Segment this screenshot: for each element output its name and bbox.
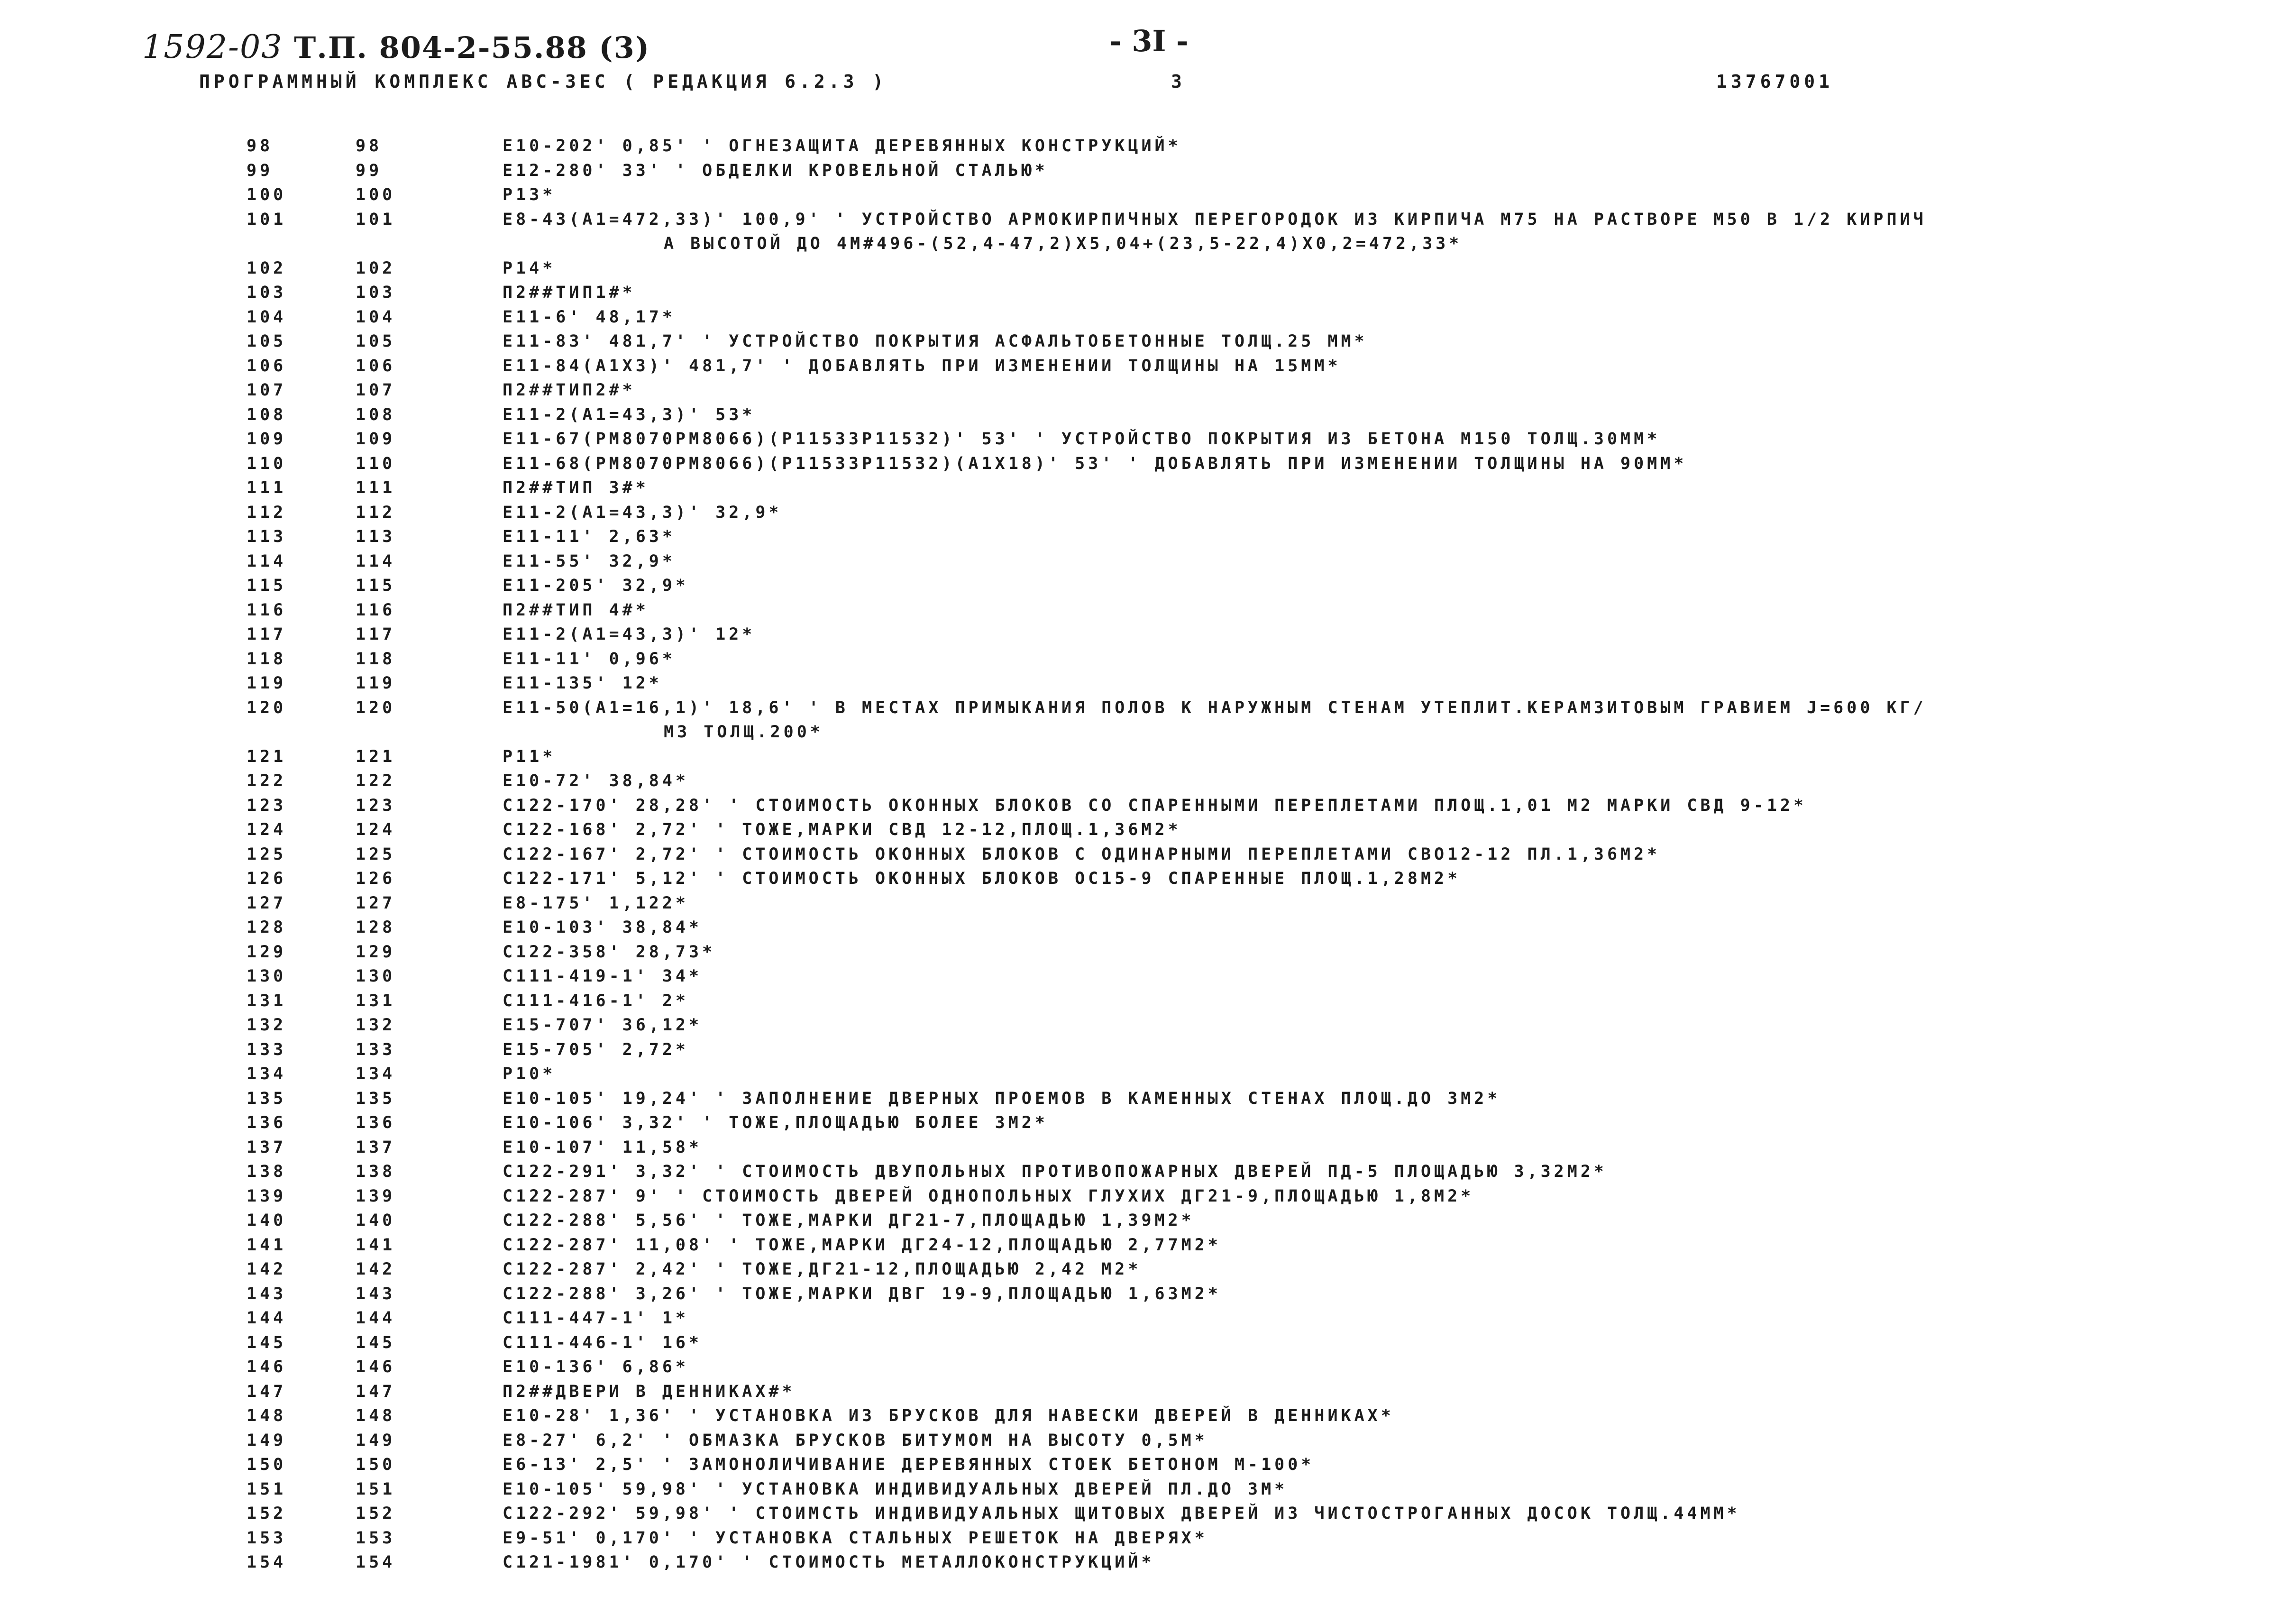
- listing-row: [0, 869, 2296, 894]
- row-number-1: 143: [247, 1284, 287, 1303]
- listing-row: [0, 527, 2296, 552]
- row-number-2: 122: [356, 771, 396, 790]
- row-number-2: 132: [356, 1016, 396, 1035]
- listing-row: [0, 161, 2296, 186]
- row-text: С111-447-1' 1*: [503, 1309, 689, 1328]
- listing-row: [0, 1480, 2296, 1505]
- row-number-2: 150: [356, 1455, 396, 1474]
- listing-row: [0, 552, 2296, 577]
- document-code: Т.П. 804-2-55.88 (3): [294, 30, 650, 65]
- row-number-1: 116: [247, 600, 287, 620]
- row-number-2: 141: [356, 1235, 396, 1255]
- listing-row: [0, 332, 2296, 357]
- listing-row: [0, 357, 2296, 381]
- row-number-2: 125: [356, 844, 396, 864]
- row-number-1: 137: [247, 1138, 287, 1157]
- row-number-2: 101: [356, 210, 396, 229]
- program-mid-number: 3: [1171, 71, 1186, 92]
- row-text: Е8-175' 1,122*: [503, 893, 689, 913]
- row-number-1: 153: [247, 1528, 287, 1548]
- row-number-1: 115: [247, 576, 287, 595]
- row-text: Р14*: [503, 258, 556, 278]
- row-text: Е11-2(А1=43,3)' 53*: [503, 405, 756, 424]
- handwritten-number: 1592-03: [142, 28, 283, 66]
- row-number-1: 121: [247, 747, 287, 766]
- row-number-1: 102: [247, 258, 287, 278]
- row-number-2: 130: [356, 967, 396, 986]
- row-number-2: 123: [356, 796, 396, 815]
- listing-row: [0, 918, 2296, 943]
- row-text: Р11*: [503, 747, 556, 766]
- row-number-1: 126: [247, 869, 287, 888]
- listing-row: [0, 1162, 2296, 1187]
- row-text: Р10*: [503, 1064, 556, 1083]
- row-text: С122-287' 11,08' ' ТОЖЕ,МАРКИ ДГ24-12,ПЛОЩАДЬЮ 2,77М2*: [503, 1235, 1221, 1255]
- row-text: С122-288' 3,26' ' ТОЖЕ,МАРКИ ДВГ 19-9,ПЛОЩАДЬЮ 1,63М2*: [503, 1284, 1221, 1303]
- listing-row: [0, 771, 2296, 796]
- listing-row: [0, 625, 2296, 650]
- row-text: П2##ТИП2#*: [503, 381, 636, 400]
- row-number-1: 144: [247, 1309, 287, 1328]
- row-number-2: 114: [356, 551, 396, 571]
- row-number-1: 119: [247, 674, 287, 693]
- row-text: Е11-50(А1=16,1)' 18,6' ' В МЕСТАХ ПРИМЫКАНИЯ ПОЛОВ К НАРУЖНЫМ СТЕНАМ УТЕПЛИТ.КЕРАМЗИТОВЫМ ГРАВИЕМ J=600 КГ/: [503, 698, 1927, 717]
- row-number-2: 143: [356, 1284, 396, 1303]
- listing-row: [0, 650, 2296, 674]
- row-text: Е15-707' 36,12*: [503, 1016, 703, 1035]
- row-number-1: 127: [247, 893, 287, 913]
- row-number-1: 145: [247, 1333, 287, 1352]
- row-number-1: 129: [247, 942, 287, 962]
- row-text: Е10-106' 3,32' ' ТОЖЕ,ПЛОЩАДЬЮ БОЛЕЕ 3М2*: [503, 1113, 1048, 1132]
- row-number-2: 126: [356, 869, 396, 888]
- row-number-2: 140: [356, 1211, 396, 1230]
- row-number-2: 149: [356, 1431, 396, 1450]
- row-number-1: 131: [247, 991, 287, 1010]
- row-text: Е11-84(А1Х3)' 481,7' ' ДОБАВЛЯТЬ ПРИ ИЗМЕНЕНИИ ТОЛЩИНЫ НА 15ММ*: [503, 356, 1341, 376]
- row-number-1: 141: [247, 1235, 287, 1255]
- row-number-1: 101: [247, 210, 287, 229]
- row-number-1: 122: [247, 771, 287, 790]
- listing-row: [0, 991, 2296, 1016]
- row-number-2: 147: [356, 1382, 396, 1401]
- row-number-1: 142: [247, 1260, 287, 1279]
- row-number-1: 151: [247, 1479, 287, 1499]
- row-text: Е11-55' 32,9*: [503, 551, 676, 571]
- row-number-2: 148: [356, 1406, 396, 1425]
- row-number-2: 108: [356, 405, 396, 424]
- row-text: Е11-2(А1=43,3)' 32,9*: [503, 503, 782, 522]
- row-text: С122-168' 2,72' ' ТОЖЕ,МАРКИ СВД 12-12,ПЛОЩ.1,36М2*: [503, 820, 1181, 839]
- row-number-1: 124: [247, 820, 287, 839]
- listing-row: [0, 601, 2296, 625]
- row-number-1: 149: [247, 1431, 287, 1450]
- row-number-1: 130: [247, 967, 287, 986]
- listing-row: [0, 820, 2296, 845]
- listing-row: [0, 1040, 2296, 1065]
- row-number-1: 117: [247, 625, 287, 644]
- listing-row: [0, 1016, 2296, 1040]
- listing-row: [0, 698, 2296, 747]
- row-text: Е10-105' 19,24' ' ЗАПОЛНЕНИЕ ДВЕРНЫХ ПРОЕМОВ В КАМЕННЫХ СТЕНАХ ПЛОЩ.ДО 3М2*: [503, 1089, 1501, 1108]
- row-text: Е11-67(РМ8070РМ8066)(Р11533Р11532)' 53' ' УСТРОЙСТВО ПОКРЫТИЯ ИЗ БЕТОНА М150 ТОЛЩ.30ММ*: [503, 430, 1661, 449]
- row-number-2: 112: [356, 503, 396, 522]
- listing-row: [0, 1529, 2296, 1553]
- row-text: С122-170' 28,28' ' СТОИМОСТЬ ОКОННЫХ БЛОКОВ СО СПАРЕННЫМИ ПЕРЕПЛЕТАМИ ПЛОЩ.1,01 М2 МАРКИ СВД 9-12*: [503, 796, 1807, 815]
- row-number-2: 98: [356, 137, 383, 156]
- row-number-1: 146: [247, 1358, 287, 1376]
- row-text: П2##ТИП 4#*: [503, 600, 649, 620]
- row-number-2: 109: [356, 430, 396, 449]
- listing-row: [0, 308, 2296, 332]
- row-number-2: 110: [356, 454, 396, 473]
- row-number-1: 106: [247, 356, 287, 376]
- row-number-2: 117: [356, 625, 396, 644]
- row-number-1: 98: [247, 137, 274, 156]
- row-number-2: 152: [356, 1504, 396, 1523]
- listing-row: [0, 845, 2296, 870]
- row-number-1: 114: [247, 551, 287, 571]
- row-text: С122-291' 3,32' ' СТОИМОСТЬ ДВУПОЛЬНЫХ ПРОТИВОПОЖАРНЫХ ДВЕРЕЙ ПД-5 ПЛОЩАДЬЮ 3,32М2*: [503, 1162, 1607, 1181]
- row-text: П2##ТИП1#*: [503, 283, 636, 302]
- row-text: Е9-51' 0,170' ' УСТАНОВКА СТАЛЬНЫХ РЕШЕТОК НА ДВЕРЯХ*: [503, 1528, 1208, 1548]
- row-text: С122-358' 28,73*: [503, 942, 716, 962]
- row-number-2: 119: [356, 674, 396, 693]
- listing-row: [0, 1333, 2296, 1358]
- listing-row: [0, 283, 2296, 308]
- row-text: С121-1981' 0,170' ' СТОИМОСТЬ МЕТАЛЛОКОНСТРУКЦИЙ*: [503, 1553, 1155, 1572]
- row-number-2: 104: [356, 307, 396, 327]
- listing-row: [0, 405, 2296, 430]
- row-number-2: 127: [356, 893, 396, 913]
- row-number-1: 154: [247, 1553, 287, 1572]
- listing-row: [0, 1187, 2296, 1211]
- row-number-2: 100: [356, 185, 396, 204]
- row-text: Е11-83' 481,7' ' УСТРОЙСТВО ПОКРЫТИЯ АСФАЛЬТОБЕТОННЫЕ ТОЛЩ.25 ММ*: [503, 332, 1368, 351]
- row-number-2: 116: [356, 600, 396, 620]
- row-number-2: 136: [356, 1113, 396, 1132]
- row-text: С111-416-1' 2*: [503, 991, 689, 1010]
- row-number-2: 106: [356, 356, 396, 376]
- row-number-1: 109: [247, 430, 287, 449]
- row-text: Р13*: [503, 185, 556, 204]
- row-number-1: 104: [247, 307, 287, 327]
- row-text: С122-287' 9' ' СТОИМОСТЬ ДВЕРЕЙ ОДНОПОЛЬНЫХ ГЛУХИХ ДГ21-9,ПЛОЩАДЬЮ 1,8М2*: [503, 1186, 1474, 1206]
- listing-row: [0, 1431, 2296, 1456]
- row-number-1: 123: [247, 796, 287, 815]
- row-number-1: 111: [247, 478, 287, 497]
- listing-row: [0, 1455, 2296, 1480]
- row-number-1: 147: [247, 1382, 287, 1401]
- row-number-2: 115: [356, 576, 396, 595]
- row-text: Е6-13' 2,5' ' ЗАМОНОЛИЧИВАНИЕ ДЕРЕВЯННЫХ СТОЕК БЕТОНОМ М-100*: [503, 1455, 1315, 1474]
- row-number-1: 120: [247, 698, 287, 717]
- row-text: Е8-43(А1=472,33)' 100,9' ' УСТРОЙСТВО АРМОКИРПИЧНЫХ ПЕРЕГОРОДОК ИЗ КИРПИЧА М75 НА РАСТВОРЕ М50 В 1/2 КИРПИЧ: [503, 210, 1927, 229]
- row-text: Е10-107' 11,58*: [503, 1138, 703, 1157]
- page-number: - 3I -: [1109, 24, 1189, 58]
- listing-row: [0, 747, 2296, 772]
- row-text-continuation: А ВЫСОТОЙ ДО 4М#496-(52,4-47,2)Х5,04+(23,5-22,4)Х0,2=472,33*: [664, 234, 1463, 253]
- listing-row: [0, 796, 2296, 821]
- row-number-2: 131: [356, 991, 396, 1010]
- listing-row: [0, 1406, 2296, 1431]
- row-number-2: 144: [356, 1309, 396, 1328]
- listing-row: [0, 1113, 2296, 1138]
- row-text: Е8-27' 6,2' ' ОБМАЗКА БРУСКОВ БИТУМОМ НА ВЫСОТУ 0,5М*: [503, 1431, 1208, 1450]
- row-number-2: 134: [356, 1064, 396, 1083]
- row-number-1: 152: [247, 1504, 287, 1523]
- program-header: [199, 71, 1834, 92]
- row-text-continuation: М3 ТОЛЩ.200*: [664, 723, 823, 742]
- row-number-2: 142: [356, 1260, 396, 1279]
- row-number-1: 103: [247, 283, 287, 302]
- listing-row: [0, 1309, 2296, 1333]
- row-number-2: 145: [356, 1333, 396, 1352]
- row-text: С122-287' 2,42' ' ТОЖЕ,ДГ21-12,ПЛОЩАДЬЮ 2,42 М2*: [503, 1260, 1142, 1279]
- listing-row: [0, 1553, 2296, 1578]
- row-number-1: 113: [247, 527, 287, 546]
- row-number-2: 129: [356, 942, 396, 962]
- row-number-2: 128: [356, 918, 396, 937]
- row-number-1: 148: [247, 1406, 287, 1425]
- row-text: Е12-280' 33' ' ОБДЕЛКИ КРОВЕЛЬНОЙ СТАЛЬЮ*: [503, 161, 1048, 180]
- row-number-2: 137: [356, 1138, 396, 1157]
- listing-row: [0, 943, 2296, 967]
- listing-row: [0, 259, 2296, 284]
- row-number-2: 135: [356, 1089, 396, 1108]
- row-number-1: 133: [247, 1040, 287, 1059]
- row-text: П2##ДВЕРИ В ДЕННИКАХ#*: [503, 1382, 796, 1401]
- row-number-2: 121: [356, 747, 396, 766]
- row-number-1: 140: [247, 1211, 287, 1230]
- program-code: 13767001: [1716, 71, 1834, 92]
- row-text: Е11-6' 48,17*: [503, 307, 676, 327]
- row-number-1: 108: [247, 405, 287, 424]
- listing-row: [0, 1089, 2296, 1114]
- row-number-2: 99: [356, 161, 383, 180]
- row-text: Е10-28' 1,36' ' УСТАНОВКА ИЗ БРУСКОВ ДЛЯ НАВЕСКИ ДВЕРЕЙ В ДЕННИКАХ*: [503, 1406, 1394, 1425]
- row-number-1: 100: [247, 185, 287, 204]
- row-number-1: 110: [247, 454, 287, 473]
- row-number-1: 138: [247, 1162, 287, 1181]
- row-number-2: 153: [356, 1528, 396, 1548]
- listing-row: [0, 674, 2296, 698]
- listing-row: [0, 1211, 2296, 1236]
- row-text: Е10-72' 38,84*: [503, 771, 689, 790]
- listing-row: [0, 1260, 2296, 1285]
- listing-row: [0, 210, 2296, 259]
- listing-row: [0, 185, 2296, 210]
- row-number-1: 118: [247, 649, 287, 669]
- listing-row: [0, 1236, 2296, 1260]
- row-number-2: 105: [356, 332, 396, 351]
- row-number-2: 107: [356, 381, 396, 400]
- listing-row: [0, 381, 2296, 405]
- row-number-2: 120: [356, 698, 396, 717]
- row-text: Е11-68(РМ8070РМ8066)(Р11533Р11532)(А1Х18)' 53' ' ДОБАВЛЯТЬ ПРИ ИЗМЕНЕНИИ ТОЛЩИНЫ НА 90ММ*: [503, 454, 1687, 473]
- row-text: Е10-105' 59,98' ' УСТАНОВКА ИНДИВИДУАЛЬНЫХ ДВЕРЕЙ ПЛ.ДО 3М*: [503, 1479, 1288, 1499]
- listing-row: [0, 454, 2296, 479]
- row-number-1: 105: [247, 332, 287, 351]
- row-text: С111-419-1' 34*: [503, 967, 703, 986]
- listing-row: [0, 1504, 2296, 1529]
- row-number-2: 133: [356, 1040, 396, 1059]
- row-number-1: 125: [247, 844, 287, 864]
- listing-row: [0, 503, 2296, 528]
- row-number-1: 135: [247, 1089, 287, 1108]
- row-text: Е15-705' 2,72*: [503, 1040, 689, 1059]
- listing-row: [0, 1285, 2296, 1309]
- row-text: С122-292' 59,98' ' СТОИМСТЬ ИНДИВИДУАЛЬНЫХ ЩИТОВЫХ ДВЕРЕЙ ИЗ ЧИСТОСТРОГАННЫХ ДОСОК ТОЛЩ.44ММ*: [503, 1504, 1740, 1523]
- row-text: Е11-11' 2,63*: [503, 527, 676, 546]
- listing-row: [0, 1382, 2296, 1407]
- row-number-1: 139: [247, 1186, 287, 1206]
- row-number-1: 134: [247, 1064, 287, 1083]
- listing-row: [0, 137, 2296, 161]
- row-text: Е10-136' 6,86*: [503, 1358, 689, 1376]
- row-text: Е10-202' 0,85' ' ОГНЕЗАЩИТА ДЕРЕВЯННЫХ КОНСТРУКЦИЙ*: [503, 137, 1181, 156]
- row-number-1: 112: [247, 503, 287, 522]
- listing-row: [0, 894, 2296, 918]
- listing-row: [0, 478, 2296, 503]
- listing-row: [0, 1064, 2296, 1089]
- row-number-1: 107: [247, 381, 287, 400]
- listing-row: [0, 576, 2296, 601]
- listing-row: [0, 430, 2296, 454]
- row-number-1: 128: [247, 918, 287, 937]
- row-number-2: 118: [356, 649, 396, 669]
- listing-row: [0, 967, 2296, 991]
- row-number-2: 124: [356, 820, 396, 839]
- row-text: Е11-11' 0,96*: [503, 649, 676, 669]
- row-number-2: 138: [356, 1162, 396, 1181]
- row-text: Е11-205' 32,9*: [503, 576, 689, 595]
- row-text: Е11-135' 12*: [503, 674, 662, 693]
- row-number-1: 132: [247, 1016, 287, 1035]
- row-text: Е10-103' 38,84*: [503, 918, 703, 937]
- row-number-2: 102: [356, 258, 396, 278]
- row-number-2: 113: [356, 527, 396, 546]
- row-number-2: 154: [356, 1553, 396, 1572]
- row-text: Е11-2(А1=43,3)' 12*: [503, 625, 756, 644]
- row-number-2: 146: [356, 1358, 396, 1376]
- row-number-2: 139: [356, 1186, 396, 1206]
- row-text: П2##ТИП 3#*: [503, 478, 649, 497]
- row-text: С122-171' 5,12' ' СТОИМОСТЬ ОКОННЫХ БЛОКОВ ОС15-9 СПАРЕННЫЕ ПЛОЩ.1,28М2*: [503, 869, 1461, 888]
- document-header: [142, 28, 650, 66]
- row-number-2: 151: [356, 1479, 396, 1499]
- row-number-1: 99: [247, 161, 274, 180]
- listing-row: [0, 1138, 2296, 1163]
- listing: [0, 137, 2296, 1578]
- row-text: С122-167' 2,72' ' СТОИМОСТЬ ОКОННЫХ БЛОКОВ С ОДИНАРНЫМИ ПЕРЕПЛЕТАМИ СВО12-12 ПЛ.1,36М2*: [503, 844, 1661, 864]
- row-number-1: 150: [247, 1455, 287, 1474]
- row-number-2: 103: [356, 283, 396, 302]
- row-number-2: 111: [356, 478, 396, 497]
- row-text: С122-288' 5,56' ' ТОЖЕ,МАРКИ ДГ21-7,ПЛОЩАДЬЮ 1,39М2*: [503, 1211, 1195, 1230]
- program-name: ПРОГРАММНЫЙ КОМПЛЕКС АВС-ЗЕС ( РЕДАКЦИЯ 6.2.3 ): [199, 71, 887, 92]
- row-number-1: 136: [247, 1113, 287, 1132]
- listing-row: [0, 1358, 2296, 1382]
- row-text: С111-446-1' 16*: [503, 1333, 703, 1352]
